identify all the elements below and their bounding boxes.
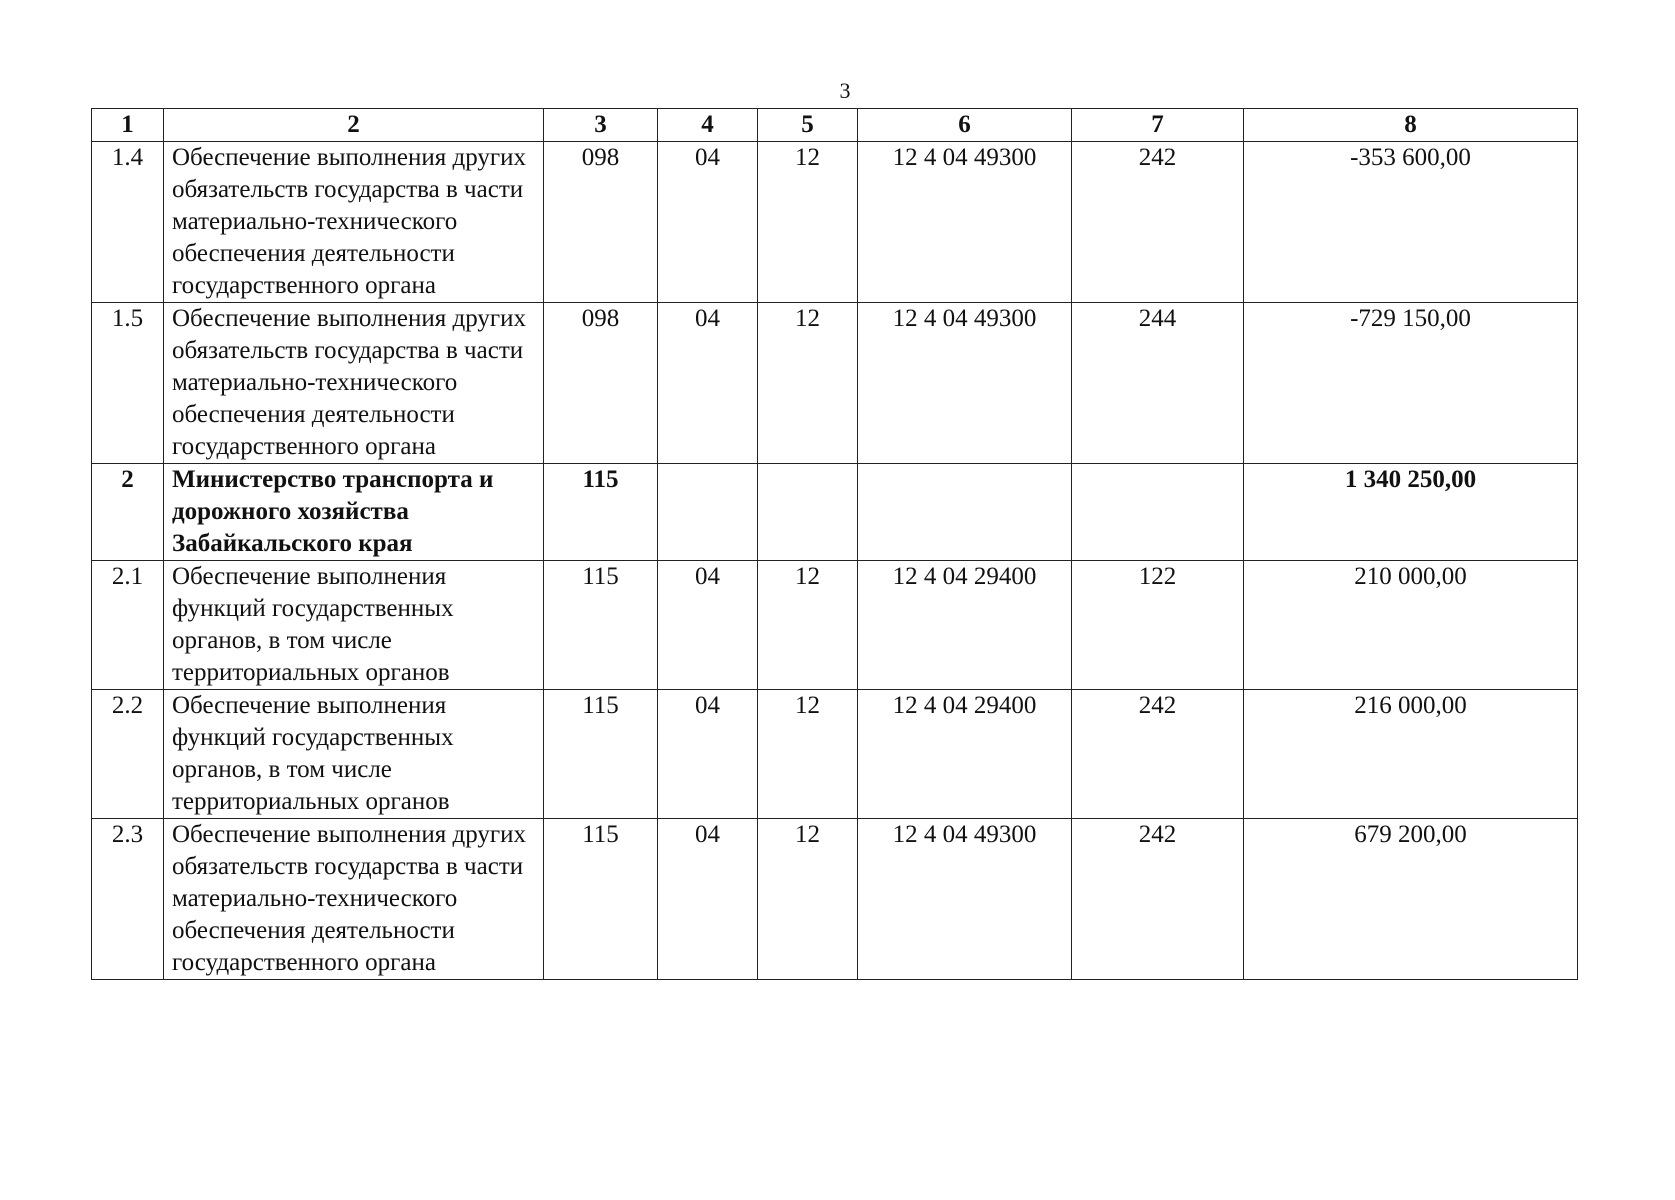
code-6-cell: 12 4 04 29400 [858, 690, 1072, 819]
code-4-cell: 04 [658, 819, 758, 980]
code-3-cell: 098 [544, 142, 658, 303]
row-name-cell: Министерство транспорта и дорожного хозяйства Забайкальского края [164, 464, 544, 561]
column-header: 1 [92, 109, 164, 142]
header-row [92, 109, 1578, 142]
amount-cell: -353 600,00 [1244, 142, 1578, 303]
column-header: 6 [858, 109, 1072, 142]
column-header: 8 [1244, 109, 1578, 142]
column-header: 5 [758, 109, 858, 142]
budget-table [91, 108, 1578, 980]
row-name-cell: Обеспечение выполнения других обязательств государства в части материально-технического обеспечения деятельности государственного органа [164, 303, 544, 464]
code-5-cell [758, 464, 858, 561]
amount-cell: 679 200,00 [1244, 819, 1578, 980]
row-name-cell: Обеспечение выполнения других обязательств государства в части материально-технического обеспечения деятельности государственного органа [164, 819, 544, 980]
code-6-cell: 12 4 04 49300 [858, 303, 1072, 464]
row-number-cell: 2.1 [92, 561, 164, 690]
code-5-cell: 12 [758, 690, 858, 819]
row-number-cell: 2.2 [92, 690, 164, 819]
code-4-cell: 04 [658, 142, 758, 303]
amount-cell: 216 000,00 [1244, 690, 1578, 819]
code-6-cell: 12 4 04 29400 [858, 561, 1072, 690]
table-row [92, 464, 1578, 561]
table-row [92, 819, 1578, 980]
code-7-cell: 242 [1072, 142, 1244, 303]
code-3-cell: 115 [544, 690, 658, 819]
code-7-cell [1072, 464, 1244, 561]
column-header: 4 [658, 109, 758, 142]
amount-cell: 1 340 250,00 [1244, 464, 1578, 561]
code-5-cell: 12 [758, 819, 858, 980]
code-4-cell: 04 [658, 561, 758, 690]
code-7-cell: 244 [1072, 303, 1244, 464]
code-4-cell: 04 [658, 303, 758, 464]
row-number-cell: 2.3 [92, 819, 164, 980]
page-number: 3 [839, 78, 851, 103]
table-header [92, 109, 1578, 142]
column-header: 7 [1072, 109, 1244, 142]
code-3-cell: 115 [544, 561, 658, 690]
code-4-cell: 04 [658, 690, 758, 819]
amount-cell: 210 000,00 [1244, 561, 1578, 690]
code-7-cell: 242 [1072, 690, 1244, 819]
table-row [92, 142, 1578, 303]
row-name-cell: Обеспечение выполнения функций государственных органов, в том числе территориальных органов [164, 690, 544, 819]
code-5-cell: 12 [758, 142, 858, 303]
column-header: 2 [164, 109, 544, 142]
code-5-cell: 12 [758, 303, 858, 464]
row-number-cell: 2 [92, 464, 164, 561]
row-number-cell: 1.5 [92, 303, 164, 464]
table-row [92, 303, 1578, 464]
table-row [92, 690, 1578, 819]
code-3-cell: 115 [544, 819, 658, 980]
row-name-cell: Обеспечение выполнения других обязательств государства в части материально-технического обеспечения деятельности государственного органа [164, 142, 544, 303]
code-7-cell: 242 [1072, 819, 1244, 980]
row-name-cell: Обеспечение выполнения функций государственных органов, в том числе территориальных органов [164, 561, 544, 690]
row-number-cell: 1.4 [92, 142, 164, 303]
table-row [92, 561, 1578, 690]
table-body [92, 142, 1578, 980]
code-4-cell [658, 464, 758, 561]
code-3-cell: 115 [544, 464, 658, 561]
code-7-cell: 122 [1072, 561, 1244, 690]
code-5-cell: 12 [758, 561, 858, 690]
code-6-cell [858, 464, 1072, 561]
code-6-cell: 12 4 04 49300 [858, 819, 1072, 980]
code-3-cell: 098 [544, 303, 658, 464]
code-6-cell: 12 4 04 49300 [858, 142, 1072, 303]
column-header: 3 [544, 109, 658, 142]
amount-cell: -729 150,00 [1244, 303, 1578, 464]
